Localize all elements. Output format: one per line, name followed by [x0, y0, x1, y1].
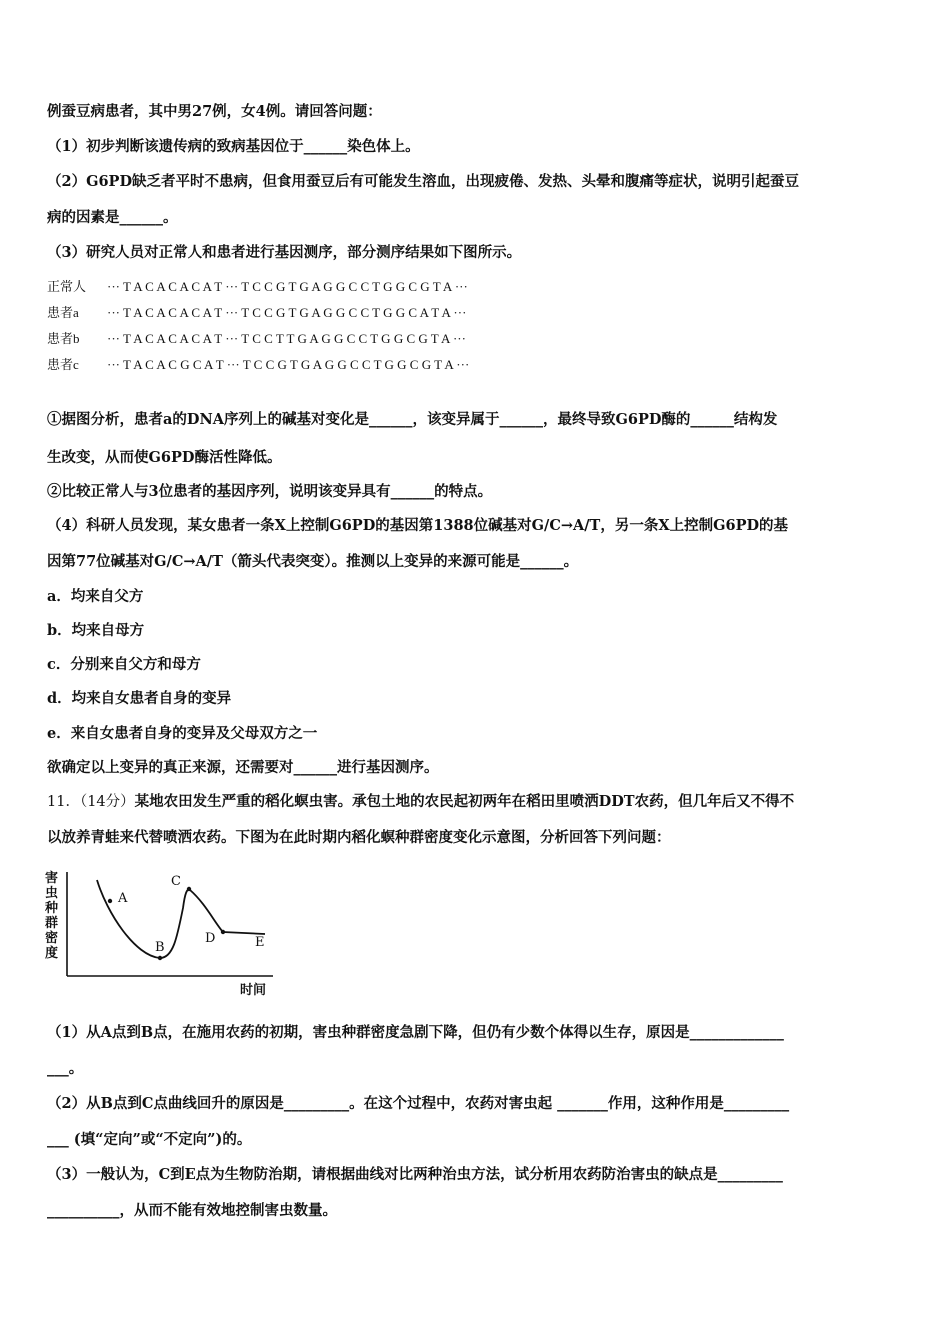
question-text: 某地农田发生严重的稻化螟虫害。承包土地的农民起初两年在稻田里喷洒DDT农药，但几年后又不得不	[134, 793, 795, 810]
y-label-char: 度	[45, 946, 59, 961]
point-a-dot	[108, 899, 112, 903]
question-11	[47, 793, 794, 811]
text-line: 病的因素是______。	[47, 209, 178, 226]
sequence-row	[47, 276, 468, 295]
sequence-text: ··· T A C A C G C A T ··· T C C G T G A G G C C T G G C G T A ···	[107, 357, 470, 372]
y-axis-label	[45, 870, 59, 961]
point-a-label: A	[118, 891, 128, 906]
question-11-3: （3）一般认为，C到E点为生物防治期，请根据曲线对比两种治虫方法，试分析用农药防治害虫的缺点是_________	[47, 1166, 783, 1183]
sequence-label: 正常人	[47, 279, 87, 294]
point-b-dot	[158, 956, 162, 960]
y-label-char: 虫	[45, 886, 59, 901]
sequence-label: 患者b	[47, 331, 80, 346]
question-10-4: （4）科研人员发现，某女患者一条X上控制G6PD的基因第1388位碱基对G/C→A/T，另一条X上控制G6PD的基	[47, 517, 789, 534]
option-a: a．均来自父方	[47, 588, 144, 605]
point-b-label: B	[155, 940, 165, 955]
question-11-1: （1）从A点到B点，在施用农药的初期，害虫种群密度急剧下降，但仍有少数个体得以生存，原因是_____________	[47, 1024, 784, 1041]
y-label-char: 种	[45, 901, 59, 916]
text-line: 生改变，从而使G6PD酶活性降低。	[47, 449, 282, 466]
population-density-graph	[45, 868, 280, 998]
text-line: ②比较正常人与3位患者的基因序列，说明该变异具有______的特点。	[47, 483, 493, 500]
text-line: 以放养青蛙来代替喷洒农药。下图为在此时期内稻化螟种群密度变化示意图，分析回答下列问题：	[47, 829, 671, 846]
question-11-2: （2）从B点到C点曲线回升的原因是_________。在这个过程中，农药对害虫起 _______作用，这种作用是_________	[47, 1095, 790, 1112]
sequence-text: ··· T A C A C A C A T ··· T C C T T G A G G C C T G G C G T A ···	[107, 331, 466, 346]
option-e: e．来自女患者自身的变异及父母双方之一	[47, 725, 318, 742]
y-label-char: 密	[45, 931, 59, 946]
sequence-text: ··· T A C A C A C A T ··· T C C G T G A G G C C T G G C A T A ···	[107, 305, 467, 320]
y-label-char: 害	[45, 871, 59, 886]
text-line: ①据图分析，患者a的DNA序列上的碱基对变化是______，该变异属于______，最终导致G6PD酶的______结构发	[47, 411, 778, 428]
sequence-label: 患者c	[47, 357, 79, 372]
option-d: d．均来自女患者自身的变异	[47, 690, 232, 707]
text-line: __________，从而不能有效地控制害虫数量。	[47, 1202, 337, 1219]
option-c: c．分别来自父方和母方	[47, 656, 201, 673]
text-line: 例蚕豆病患者，其中男27例，女4例。请回答问题：	[47, 103, 382, 120]
sequence-text: ··· T A C A C A C A T ··· T C C G T G A G G C C T G G C G T A ···	[107, 279, 468, 294]
sequence-row	[47, 354, 469, 373]
question-number: 11．（14分）	[47, 794, 135, 810]
sequence-label: 患者a	[47, 305, 79, 320]
y-label-char: 群	[45, 916, 59, 931]
point-e-label: E	[255, 935, 265, 950]
point-d-dot	[221, 930, 225, 934]
text-line: ___ (填“定向”或“不定向”)的。	[47, 1131, 252, 1148]
x-axis-label: 时间	[240, 983, 267, 998]
point-d-label: D	[205, 931, 216, 946]
question-10-3: （3）研究人员对正常人和患者进行基因测序，部分测序结果如下图所示。	[47, 244, 522, 261]
option-b: b．均来自母方	[47, 622, 145, 639]
text-line: 因第77位碱基对G/C→A/T（箭头代表突变）。推测以上变异的来源可能是______。	[47, 553, 579, 570]
point-c-dot	[187, 887, 191, 891]
text-line: ___。	[47, 1060, 84, 1077]
text-line: 欲确定以上变异的真正来源，还需要对______进行基因测序。	[47, 759, 439, 776]
point-c-label: C	[171, 874, 181, 889]
sequence-row	[47, 302, 466, 321]
question-10-1: （1）初步判断该遗传病的致病基因位于______染色体上。	[47, 138, 420, 155]
sequence-row	[47, 328, 466, 347]
question-10-2: （2）G6PD缺乏者平时不患病，但食用蚕豆后有可能发生溶血，出现疲倦、发热、头晕和腹痛等症状，说明引起蚕豆	[47, 173, 800, 190]
